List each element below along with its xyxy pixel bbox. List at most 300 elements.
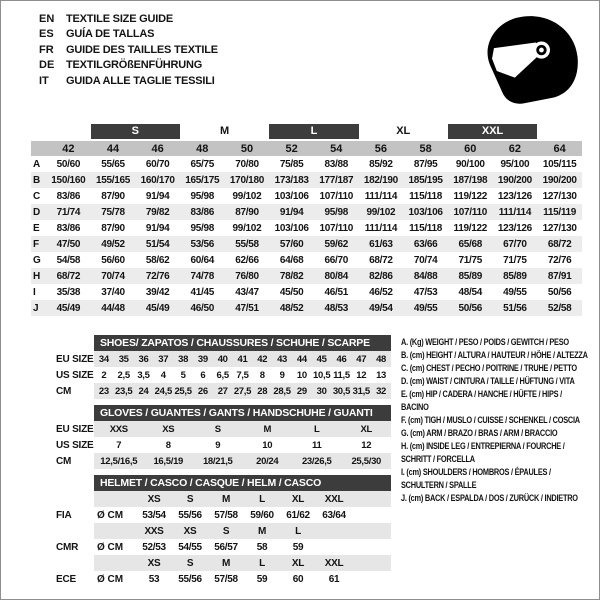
size-value-cell: 190/200 — [493, 172, 538, 188]
size-value-cell: 49/55 — [403, 300, 448, 316]
size-value-cell: 85/92 — [369, 158, 393, 170]
value-cell: 9 — [215, 439, 221, 451]
unit-label: Ø CM — [97, 573, 124, 585]
value-cell: 40 — [217, 353, 228, 365]
size-value-cell: 71/74 — [46, 204, 91, 220]
size-value-cell: 85/89 — [493, 268, 538, 284]
row-label: A — [33, 158, 41, 170]
size-value-cell: 127/130 — [542, 222, 577, 234]
shoes-table-rows — [31, 351, 393, 399]
size-value-cell: 67/70 — [493, 236, 538, 252]
size-value-cell: 35/38 — [56, 286, 81, 298]
helmet-size-row — [31, 555, 393, 571]
size-group-header: XL — [396, 125, 411, 137]
value-cell: 30 — [316, 385, 327, 397]
size-value-cell: 68/72 — [369, 254, 393, 266]
legend-item: J. (cm) BACK / ESPALDA / DOS / ZURÜCK / INDIETRO — [401, 493, 578, 503]
size-value-cell: 99/102 — [232, 190, 262, 202]
table-row — [31, 367, 393, 383]
size-value-cell: 83/86 — [180, 204, 225, 220]
size-value-cell: 87/95 — [413, 158, 438, 170]
legend-item: I. (cm) SHOULDERS / HOMBROS / ÉPAULES / SCHULTERN / SPALLE — [401, 467, 551, 490]
table-row — [31, 351, 393, 367]
row-label: US SIZE — [56, 369, 94, 381]
size-col-header: 48 — [180, 141, 225, 156]
table-row — [31, 220, 582, 236]
size-value-cell: 87/90 — [101, 222, 125, 234]
size-value-cell: 65/68 — [448, 236, 493, 252]
value-cell: 44 — [296, 353, 307, 365]
language-row — [39, 27, 218, 43]
language-row — [39, 11, 218, 27]
helmet-data-row — [31, 539, 393, 555]
value-cell: 59/60 — [250, 509, 274, 521]
value-cell: 3,5 — [137, 369, 150, 381]
size-value-cell: 105/115 — [542, 158, 577, 170]
size-label-cell: L — [295, 525, 301, 537]
row-label: E — [33, 222, 40, 234]
value-cell: 42 — [257, 353, 268, 365]
value-cell: 6,5 — [216, 369, 229, 381]
legend-item: C. (cm) CHEST / PECHO / POITRINE / TRUHE / PETTO — [401, 363, 577, 373]
value-cell: 55/56 — [178, 509, 202, 521]
size-value-cell: 71/75 — [458, 254, 482, 266]
size-value-cell: 155/165 — [91, 172, 136, 188]
size-value-cell: 49/55 — [503, 286, 527, 298]
size-value-cell: 61/63 — [359, 236, 404, 252]
gloves-title-row — [31, 405, 393, 421]
value-cell: 4 — [160, 369, 166, 381]
value-cell: 30,5 — [332, 385, 351, 397]
legend-item: H. (cm) INSIDE LEG / ENTREPIERNA / FOURCHE / SCHRITT / FORCELLA — [401, 441, 565, 464]
value-cell: 12 — [361, 439, 372, 451]
lower-tables — [31, 335, 393, 587]
size-group-header: S — [91, 124, 180, 141]
size-label-cell: XL — [291, 493, 305, 505]
gloves-table-title: GLOVES / GUANTES / GANTS / HANDSCHUHE / GUANTI — [94, 405, 391, 421]
language-title: GUIDE DES TAILLES TEXTILE — [66, 43, 218, 56]
size-value-cell: 52/58 — [537, 300, 582, 316]
value-cell: 43 — [277, 353, 288, 365]
value-cell: 55/56 — [178, 573, 202, 585]
value-cell: 24,5 — [154, 385, 172, 397]
value-cell: 8 — [259, 369, 265, 381]
value-cell: 31,5 — [352, 385, 370, 397]
language-title: GUÍA DE TALLAS — [66, 28, 155, 41]
size-group-header: XXL — [448, 124, 537, 141]
value-cell: 23/26,5 — [301, 455, 332, 467]
row-label: D — [31, 204, 46, 220]
legend-item: E. (cm) HIP / CADERA / HANCHE / HÜFTE / HIPS / BACINO — [401, 389, 562, 412]
value-cell: 61/62 — [286, 509, 310, 521]
size-label-cell: XXS — [144, 525, 164, 537]
value-cell: XS — [162, 423, 175, 435]
size-value-cell: 39/42 — [145, 286, 170, 298]
language-title: TEXTILE SIZE GUIDE — [66, 12, 174, 25]
size-col-header: 52 — [269, 141, 314, 156]
language-title: TEXTILGRÖßENFÜHRUNG — [66, 59, 203, 72]
size-value-cell: 46/51 — [324, 286, 349, 298]
value-cell: 27 — [217, 385, 228, 397]
legend-item: A. (Kg) WEIGHT / PESO / POIDS / GEWITCH / PESO — [401, 337, 569, 347]
value-cell: 12 — [356, 369, 367, 381]
size-col-header: 54 — [314, 141, 359, 156]
row-cells — [94, 367, 391, 383]
size-value-cell: 55/58 — [225, 236, 270, 252]
size-label-cell: M — [257, 525, 267, 537]
main-size-table-body — [31, 156, 582, 316]
table-row — [31, 172, 582, 188]
value-cell: 41 — [237, 353, 248, 365]
size-value-cell: 74/78 — [180, 268, 225, 284]
size-value-cell: 56/60 — [101, 254, 125, 266]
size-value-cell: 123/126 — [497, 222, 532, 234]
table-row — [31, 421, 393, 437]
value-cell: 8 — [165, 439, 171, 451]
row-label: EU SIZE — [56, 353, 94, 365]
size-value-cell: 50/60 — [56, 158, 81, 170]
value-cell: 12,5/16,5 — [100, 455, 138, 467]
row-cells — [94, 523, 391, 539]
size-value-cell: 65/75 — [190, 158, 215, 170]
value-cell: 54/55 — [178, 541, 202, 553]
language-row — [39, 58, 218, 74]
size-label-cell: S — [186, 493, 194, 505]
size-value-cell: 91/94 — [269, 204, 314, 220]
value-cell: 25,5 — [174, 385, 192, 397]
value-cell: 6 — [200, 369, 206, 381]
value-cell: 7 — [116, 439, 122, 451]
value-cell: 34 — [98, 353, 109, 365]
size-value-cell: 182/190 — [359, 172, 404, 188]
helmet-size-row — [31, 523, 393, 539]
row-cells — [94, 491, 391, 507]
value-cell: 61 — [328, 573, 340, 585]
size-value-cell: 95/98 — [190, 222, 215, 234]
helmet-data-row — [31, 507, 393, 523]
value-cell: 36 — [138, 353, 149, 365]
size-value-cell: 79/82 — [135, 204, 180, 220]
value-cell: 38 — [178, 353, 189, 365]
row-cells — [94, 453, 391, 469]
size-value-cell: 107/110 — [319, 222, 354, 234]
row-label: C — [33, 190, 41, 202]
size-value-cell: 58/62 — [145, 254, 170, 266]
size-value-cell: 46/50 — [180, 300, 225, 316]
value-cell: 5 — [180, 369, 186, 381]
size-value-cell: 107/110 — [448, 204, 493, 220]
value-cell: 16,5/19 — [153, 455, 184, 467]
spacer — [537, 124, 582, 141]
size-value-cell: 177/187 — [314, 172, 359, 188]
main-size-table — [31, 124, 582, 316]
size-value-cell: 160/170 — [135, 172, 180, 188]
legend-item: B. (cm) HEIGHT / ALTURA / HAUTEUR / HÖHE / ALTEZZA — [401, 350, 588, 360]
row-cells — [94, 539, 391, 555]
size-value-cell: 78/82 — [269, 268, 314, 284]
value-cell: 13 — [376, 369, 387, 381]
value-cell: 28 — [257, 385, 268, 397]
size-value-cell: 72/76 — [135, 268, 180, 284]
value-cell: 57/58 — [214, 509, 238, 521]
size-label-cell: M — [221, 493, 231, 505]
size-label-cell: XS — [183, 525, 197, 537]
row-label: FIA — [56, 509, 72, 521]
table-row — [31, 188, 582, 204]
value-cell: 59 — [292, 541, 304, 553]
size-value-cell: 48/53 — [314, 300, 359, 316]
size-value-cell: 111/114 — [364, 190, 398, 202]
size-value-cell: 111/114 — [364, 222, 398, 234]
helmet-size-row — [31, 491, 393, 507]
size-value-cell: 87/91 — [537, 268, 582, 284]
size-value-cell: 64/68 — [279, 254, 304, 266]
row-label: H — [31, 268, 46, 284]
spacer — [31, 124, 91, 141]
size-value-cell: 50/56 — [547, 286, 572, 298]
size-value-cell: 190/200 — [537, 172, 582, 188]
main-size-table-head — [31, 124, 582, 156]
spacer — [31, 141, 46, 156]
unit-label: Ø CM — [97, 541, 124, 553]
size-col-header: 44 — [91, 141, 136, 156]
legend-item: G. (cm) ARM / BRAZO / BRAS / ARM / BRACCIO — [401, 428, 558, 438]
size-value-cell: 54/58 — [56, 254, 81, 266]
row-label: F — [31, 236, 46, 252]
size-group-row — [31, 124, 582, 141]
size-value-cell: 99/102 — [359, 204, 404, 220]
value-cell: 2 — [101, 369, 107, 381]
size-value-cell: 99/102 — [232, 222, 262, 234]
table-row — [31, 156, 582, 172]
size-value-cell: 63/66 — [403, 236, 448, 252]
size-value-cell: 50/56 — [448, 300, 493, 316]
size-value-cell: 71/75 — [503, 254, 527, 266]
size-value-cell: 91/94 — [145, 222, 170, 234]
value-cell: 18/21,5 — [202, 455, 233, 467]
shoes-table-title: SHOES/ ZAPATOS / CHAUSSURES / SCHUHE / SCARPE — [94, 335, 391, 351]
value-cell: 28,5 — [273, 385, 291, 397]
size-value-cell: 53/56 — [180, 236, 225, 252]
size-value-cell: 72/76 — [547, 254, 572, 266]
size-label-cell: L — [259, 493, 265, 505]
size-col-header: 42 — [46, 141, 91, 156]
table-row — [31, 437, 393, 453]
gloves-table-rows — [31, 421, 393, 469]
value-cell: 10,5 — [313, 369, 331, 381]
size-value-cell: 83/88 — [324, 158, 349, 170]
size-value-cell: 55/65 — [101, 158, 125, 170]
language-row — [39, 73, 218, 89]
language-code: FR — [39, 43, 54, 56]
helmet-title-row — [31, 475, 393, 491]
table-row — [31, 252, 582, 268]
table-row — [31, 300, 582, 316]
helmet-table — [31, 475, 393, 587]
size-value-cell: 84/88 — [403, 268, 448, 284]
size-value-cell: 170/180 — [225, 172, 270, 188]
row-label: EU SIZE — [56, 423, 94, 435]
size-value-cell: 85/89 — [448, 268, 493, 284]
value-cell: 45 — [316, 353, 327, 365]
value-cell: 25,5/30 — [351, 455, 382, 467]
table-row — [31, 383, 393, 399]
value-cell: 2,5 — [117, 369, 130, 381]
size-value-cell: 47/53 — [413, 286, 438, 298]
size-value-cell: 62/66 — [235, 254, 259, 266]
table-row — [31, 236, 582, 252]
value-cell: L — [313, 423, 320, 435]
value-cell: 9 — [279, 369, 285, 381]
size-value-cell: 45/49 — [135, 300, 180, 316]
helmet-table-rows — [31, 491, 393, 587]
helmet-data-row — [31, 571, 393, 587]
value-cell: 10 — [262, 439, 273, 451]
size-value-cell: 95/100 — [500, 158, 530, 170]
size-value-cell: 41/45 — [190, 286, 215, 298]
row-label: ECE — [56, 573, 76, 585]
size-value-cell: 115/119 — [537, 204, 582, 220]
size-value-cell: 59/62 — [314, 236, 359, 252]
size-value-cell: 46/52 — [369, 286, 393, 298]
row-cells — [94, 507, 391, 523]
shoes-title-row — [31, 335, 393, 351]
shoes-table — [31, 335, 393, 399]
language-title-list — [39, 11, 218, 89]
row-cells — [94, 383, 391, 399]
size-value-cell: 115/118 — [409, 190, 443, 202]
row-label: I — [33, 286, 36, 298]
size-value-cell: 75/85 — [279, 158, 304, 170]
measurement-legend — [401, 336, 591, 505]
size-value-cell: 103/106 — [274, 190, 309, 202]
size-value-cell: 70/74 — [91, 268, 136, 284]
size-value-cell: 51/54 — [135, 236, 180, 252]
language-code: ES — [39, 28, 54, 41]
size-value-cell: 48/52 — [269, 300, 314, 316]
value-cell: 32 — [376, 385, 387, 397]
value-cell: 27,5 — [233, 385, 252, 397]
size-value-cell: 57/60 — [269, 236, 314, 252]
size-group-header: M — [220, 125, 230, 137]
row-cells — [94, 351, 391, 367]
size-value-cell: 70/80 — [235, 158, 259, 170]
size-value-cell: 37/40 — [101, 286, 125, 298]
size-value-cell: 119/122 — [453, 190, 487, 202]
value-cell: 56/57 — [214, 541, 238, 553]
size-value-cell: 47/50 — [46, 236, 91, 252]
size-value-cell: 51/56 — [493, 300, 538, 316]
value-cell: 35 — [118, 353, 129, 365]
value-cell: 37 — [158, 353, 169, 365]
legend-item: F. (cm) TIGH / MUSLO / CUISSE / SCHENKEL / COSCIA — [401, 415, 580, 425]
size-value-cell: 150/160 — [46, 172, 91, 188]
size-value-cell: 66/70 — [324, 254, 349, 266]
size-value-cell: 49/54 — [359, 300, 404, 316]
value-cell: 47 — [356, 353, 367, 365]
size-label-cell: XL — [291, 557, 305, 569]
size-col-header: 56 — [359, 141, 404, 156]
size-value-cell: 111/114 — [493, 204, 538, 220]
size-value-cell: 173/183 — [269, 172, 314, 188]
value-cell: 11 — [312, 439, 322, 451]
language-title: GUIDA ALLE TAGLIE TESSILI — [66, 74, 215, 87]
size-value-cell: 80/84 — [314, 268, 359, 284]
size-value-cell: 187/198 — [448, 172, 493, 188]
unit-label: Ø CM — [97, 509, 124, 521]
size-value-cell: 60/70 — [145, 158, 170, 170]
size-value-cell: 87/90 — [225, 204, 270, 220]
size-value-cell: 44/48 — [91, 300, 136, 316]
value-cell: 24 — [138, 385, 149, 397]
row-label: B — [31, 172, 46, 188]
value-cell: 57/58 — [214, 573, 238, 585]
value-cell: 48 — [376, 353, 387, 365]
row-label: G — [33, 254, 41, 266]
helmet-table-title: HELMET / CASCO / CASQUE / HELM / CASCO — [94, 475, 391, 491]
size-value-cell: 95/98 — [314, 204, 359, 220]
legend-item: D. (cm) WAIST / CINTURA / TAILLE / HÜFTUNG / VITA — [401, 376, 575, 386]
value-cell: 46 — [336, 353, 347, 365]
size-value-cell: 107/110 — [319, 190, 354, 202]
size-value-cell: 43/47 — [235, 286, 259, 298]
size-value-cell: 47/51 — [225, 300, 270, 316]
value-cell: 39 — [197, 353, 208, 365]
value-cell: 59 — [256, 573, 268, 585]
value-cell: 20/24 — [256, 455, 279, 467]
size-value-cell: 185/195 — [403, 172, 448, 188]
size-value-cell: 91/94 — [145, 190, 170, 202]
value-cell: XXS — [109, 423, 128, 435]
value-cell: S — [214, 423, 221, 435]
row-label: CMR — [56, 541, 79, 553]
value-cell: 58 — [256, 541, 268, 553]
size-value-cell: 68/72 — [537, 236, 582, 252]
size-col-header: 58 — [403, 141, 448, 156]
size-value-cell: 82/86 — [359, 268, 404, 284]
size-value-cell: 70/74 — [413, 254, 438, 266]
value-cell: 63/64 — [322, 509, 346, 521]
size-label-cell: XXL — [324, 557, 344, 569]
language-code: EN — [39, 12, 55, 25]
size-label-cell: XS — [147, 493, 161, 505]
row-cells — [94, 421, 391, 437]
table-row — [31, 453, 393, 469]
size-value-cell: 83/86 — [56, 190, 81, 202]
size-value-cell: 45/49 — [46, 300, 91, 316]
size-value-cell: 76/80 — [225, 268, 270, 284]
size-value-cell: 119/122 — [453, 222, 487, 234]
size-label-cell: L — [259, 557, 265, 569]
size-col-header: 62 — [493, 141, 538, 156]
size-value-cell: 103/106 — [403, 204, 448, 220]
value-cell: XL — [360, 423, 373, 435]
table-row — [31, 268, 582, 284]
size-label-cell: XXL — [324, 493, 344, 505]
size-value-cell: 49/52 — [91, 236, 136, 252]
value-cell: 29 — [296, 385, 307, 397]
size-group-header: L — [269, 124, 358, 141]
language-code: IT — [39, 74, 49, 87]
value-cell: 7,5 — [236, 369, 249, 381]
size-col-header: 50 — [225, 141, 270, 156]
size-value-cell: 68/72 — [46, 268, 91, 284]
row-label: US SIZE — [56, 439, 94, 451]
value-cell: 11,5 — [333, 369, 350, 381]
size-label-cell: XS — [147, 557, 161, 569]
row-cells — [94, 437, 391, 453]
row-label: CM — [56, 385, 72, 397]
